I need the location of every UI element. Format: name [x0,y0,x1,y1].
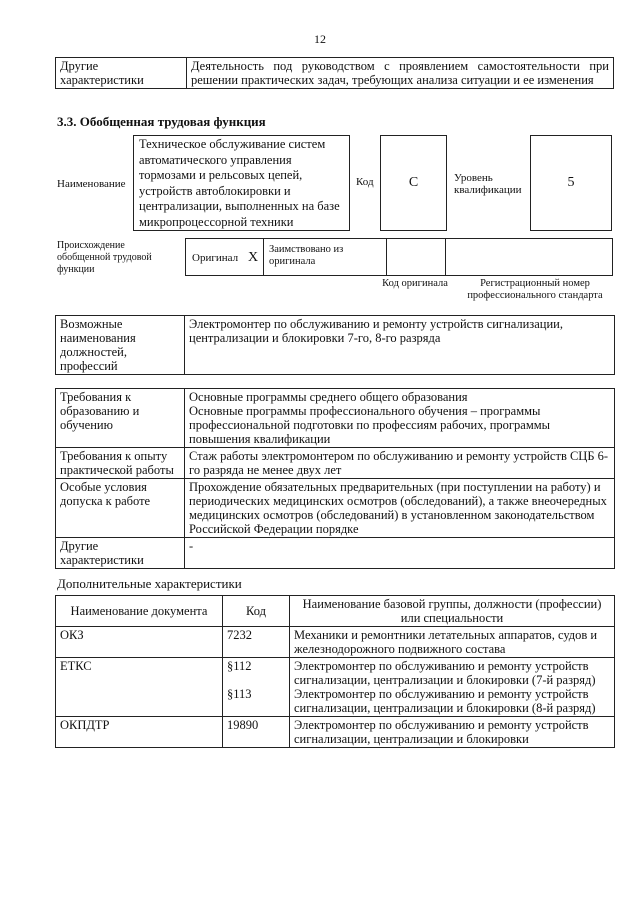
table-row [56,658,615,717]
page-number: 12 [314,32,326,46]
table-row [56,448,615,479]
header-document: Наименование документа [56,596,223,627]
education-label: Требования к образованию и обучению [56,389,185,448]
table-row [56,538,615,569]
education-value: Основные программы среднего общего образования Основные программы профессионального обучения – программы профессиональной подготовки по профессиям рабочих, программы повышения квалификации [185,389,615,448]
row-name: Электромонтер по обслуживанию и ремонту устройств сигнализации, централизации и блокировки (7-й разряд) [294,659,596,687]
header-code: Код [223,596,290,627]
origin-code-box [386,238,446,276]
original-box [185,238,264,276]
row-code: 7232 [223,627,290,658]
function-name-box [133,135,350,231]
table-row [56,717,615,748]
code-label: Код [356,176,374,188]
positions-label: Возможные наименования должностей, профессий [56,316,185,375]
row-doc: ЕТКС [56,658,223,717]
other-characteristics-label: Другие характеристики [56,58,187,89]
function-name: Техническое обслуживание систем автоматического управления тормозами и рельсовых цепей, устройств автоблокировки и централизации, выполненных на базе микропроцессорной техники [139,137,340,229]
code-value: C [408,175,419,190]
level-box [530,135,612,231]
table-header-row [56,596,615,627]
row-name: Электромонтер по обслуживанию и ремонту устройств сигнализации, централизации и блокировки (8-й разряд) [294,687,596,715]
row-code: §113 [227,687,252,701]
row-code: 19890 [223,717,290,748]
origin-code-caption: Код оригинала [382,278,448,289]
additional-title: Дополнительные характеристики [57,576,242,591]
experience-label: Требования к опыту практической работы [56,448,185,479]
row-code: §112 [227,659,252,673]
table-row [56,479,615,538]
positions-value: Электромонтер по обслуживанию и ремонту устройств сигнализации, централизации и блокировки 7-го, 8-го разряда [185,316,615,375]
row-doc: ОКПДТР [56,717,223,748]
code-box [380,135,447,231]
level-value: 5 [567,175,575,190]
conditions-label: Особые условия допуска к работе [56,479,185,538]
borrowed-box [263,238,387,276]
origin-label: Происхождение обобщенной трудовой функции [57,240,152,275]
row-name: Электромонтер по обслуживанию и ремонту устройств сигнализации, централизации и блокировки [290,717,615,748]
row-name: Механики и ремонтники летательных аппаратов, судов и железнодорожного подвижного состава [290,627,615,658]
conditions-value: Прохождение обязательных предварительных (при поступлении на работу) и периодических медицинских осмотров (обследований), а также внеочередных медицинских осмотров (обследований) в установленном законодательством Российской Федерации порядке [185,479,615,538]
additional-table [55,595,615,748]
row-code-multi [223,658,290,717]
positions-table [55,315,615,375]
borrowed-label: Заимствовано из оригинала [269,244,344,267]
name-label: Наименование [57,178,126,190]
other-label: Другие характеристики [56,538,185,569]
header-name: Наименование базовой группы, должности (профессии) или специальности [290,596,615,627]
original-mark: X [248,250,259,265]
table-row [56,627,615,658]
original-label: Оригинал [192,252,239,264]
other-value: - [185,538,615,569]
row-name-multi [290,658,615,717]
level-label: Уровень квалификации [454,172,522,196]
origin-reg-box [445,238,613,276]
row-doc: ОКЗ [56,627,223,658]
experience-value: Стаж работы электромонтером по обслуживанию и ремонту устройств СЦБ 6-го разряда не менее двух лет [185,448,615,479]
origin-reg-caption: Регистрационный номер профессионального стандарта [467,278,603,301]
requirements-table [55,388,615,569]
section-title: 3.3. Обобщенная трудовая функция [57,114,266,129]
other-characteristics-table [55,57,614,89]
table-row [56,389,615,448]
other-characteristics-value: Деятельность под руководством с проявлением самостоятельности при решении практических задач, требующих анализа ситуации и ее изменения [187,58,614,89]
